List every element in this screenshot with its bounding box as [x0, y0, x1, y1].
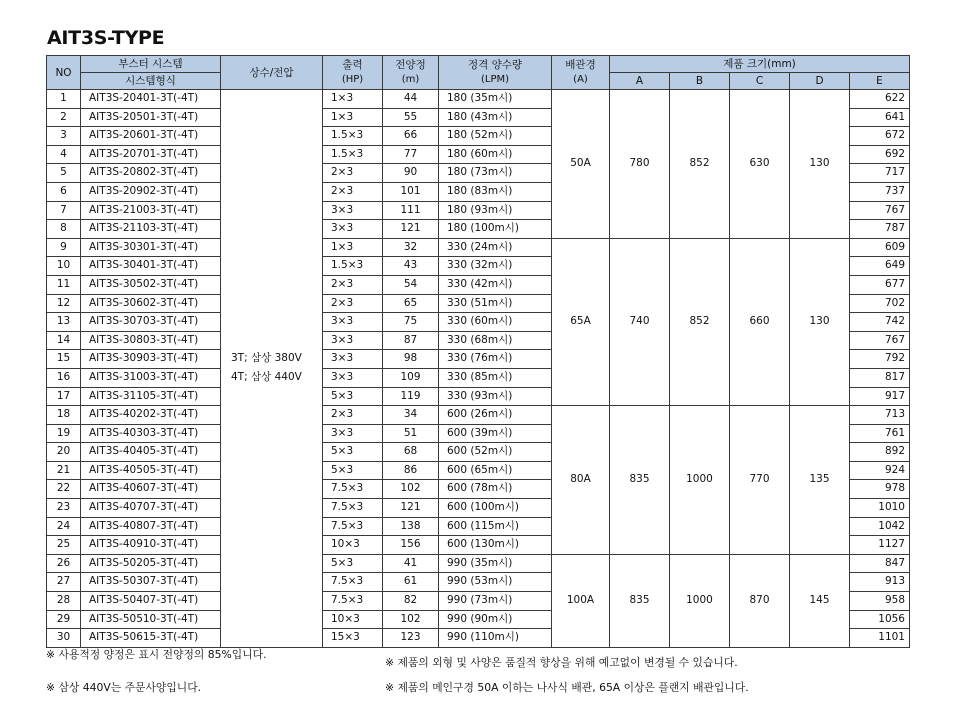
- row-rated-flow: 330 (51m시): [439, 294, 552, 313]
- row-no: 19: [47, 424, 81, 443]
- row-rated-flow: 990 (110m시): [439, 629, 552, 648]
- row-dim-e: 787: [850, 220, 910, 239]
- header-phase-voltage: 상수/전압: [221, 56, 323, 90]
- row-rated-flow: 180 (83m시): [439, 182, 552, 201]
- row-no: 5: [47, 164, 81, 183]
- group-dim-b: 1000: [670, 554, 730, 647]
- row-dim-e: 622: [850, 90, 910, 109]
- row-dim-e: 892: [850, 443, 910, 462]
- row-head: 66: [383, 127, 439, 146]
- row-output: 15×3: [323, 629, 383, 648]
- row-model: AIT3S-30401-3T(-4T): [81, 257, 221, 276]
- header-output: [323, 56, 383, 90]
- row-head: 43: [383, 257, 439, 276]
- row-dim-e: 1127: [850, 536, 910, 555]
- row-model: AIT3S-50307-3T(-4T): [81, 573, 221, 592]
- row-no: 9: [47, 238, 81, 257]
- row-dim-e: 958: [850, 592, 910, 611]
- row-rated-flow: 180 (35m시): [439, 90, 552, 109]
- row-rated-flow: 330 (24m시): [439, 238, 552, 257]
- row-dim-e: 1056: [850, 610, 910, 629]
- header-pipe-dia: [552, 56, 610, 90]
- row-model: AIT3S-30602-3T(-4T): [81, 294, 221, 313]
- row-no: 29: [47, 610, 81, 629]
- row-no: 16: [47, 368, 81, 387]
- row-model: AIT3S-21103-3T(-4T): [81, 220, 221, 239]
- row-head: 119: [383, 387, 439, 406]
- group-dim-a: 835: [610, 406, 670, 555]
- row-output: 1×3: [323, 238, 383, 257]
- row-model: AIT3S-20802-3T(-4T): [81, 164, 221, 183]
- row-model: AIT3S-30703-3T(-4T): [81, 313, 221, 332]
- row-head: 51: [383, 424, 439, 443]
- row-model: AIT3S-50407-3T(-4T): [81, 592, 221, 611]
- row-head: 121: [383, 220, 439, 239]
- row-dim-e: 978: [850, 480, 910, 499]
- row-head: 123: [383, 629, 439, 648]
- row-rated-flow: 600 (26m시): [439, 406, 552, 425]
- spec-table: [46, 55, 910, 648]
- row-head: 41: [383, 554, 439, 573]
- row-dim-e: 692: [850, 145, 910, 164]
- row-rated-flow: 330 (32m시): [439, 257, 552, 276]
- row-no: 4: [47, 145, 81, 164]
- table-row: [47, 554, 910, 573]
- row-rated-flow: 600 (78m시): [439, 480, 552, 499]
- row-dim-e: 649: [850, 257, 910, 276]
- row-dim-e: 924: [850, 461, 910, 480]
- row-rated-flow: 600 (130m시): [439, 536, 552, 555]
- row-output: 10×3: [323, 536, 383, 555]
- row-rated-flow: 600 (39m시): [439, 424, 552, 443]
- row-model: AIT3S-40707-3T(-4T): [81, 499, 221, 518]
- row-no: 13: [47, 313, 81, 332]
- header-booster-system: 부스터 시스템: [81, 56, 221, 73]
- row-output: 10×3: [323, 610, 383, 629]
- row-head: 156: [383, 536, 439, 555]
- row-no: 2: [47, 108, 81, 127]
- row-dim-e: 917: [850, 387, 910, 406]
- row-model: AIT3S-40202-3T(-4T): [81, 406, 221, 425]
- row-output: 2×3: [323, 275, 383, 294]
- row-model: AIT3S-40807-3T(-4T): [81, 517, 221, 536]
- row-dim-e: 792: [850, 350, 910, 369]
- header-dim-b: B: [670, 73, 730, 90]
- row-model: AIT3S-30903-3T(-4T): [81, 350, 221, 369]
- row-rated-flow: 600 (52m시): [439, 443, 552, 462]
- row-output: 1.5×3: [323, 257, 383, 276]
- row-output: 1×3: [323, 90, 383, 109]
- row-dim-e: 713: [850, 406, 910, 425]
- row-dim-e: 913: [850, 573, 910, 592]
- row-model: AIT3S-20501-3T(-4T): [81, 108, 221, 127]
- group-dim-b: 852: [670, 238, 730, 405]
- row-no: 11: [47, 275, 81, 294]
- row-model: AIT3S-40910-3T(-4T): [81, 536, 221, 555]
- row-dim-e: 1010: [850, 499, 910, 518]
- row-no: 10: [47, 257, 81, 276]
- row-output: 7.5×3: [323, 499, 383, 518]
- row-dim-e: 641: [850, 108, 910, 127]
- row-model: AIT3S-50205-3T(-4T): [81, 554, 221, 573]
- row-head: 54: [383, 275, 439, 294]
- row-no: 12: [47, 294, 81, 313]
- group-dim-c: 770: [730, 406, 790, 555]
- row-rated-flow: 330 (85m시): [439, 368, 552, 387]
- row-head: 86: [383, 461, 439, 480]
- header-dim-a: A: [610, 73, 670, 90]
- row-rated-flow: 180 (60m시): [439, 145, 552, 164]
- row-dim-e: 717: [850, 164, 910, 183]
- row-output: 3×3: [323, 331, 383, 350]
- row-output: 5×3: [323, 387, 383, 406]
- row-no: 21: [47, 461, 81, 480]
- phase-voltage-cell: [221, 90, 323, 648]
- row-rated-flow: 330 (68m시): [439, 331, 552, 350]
- row-head: 101: [383, 182, 439, 201]
- row-head: 121: [383, 499, 439, 518]
- row-dim-e: 817: [850, 368, 910, 387]
- row-rated-flow: 990 (90m시): [439, 610, 552, 629]
- row-rated-flow: 990 (73m시): [439, 592, 552, 611]
- header-system-type: 시스템형식: [81, 73, 221, 90]
- row-model: AIT3S-40303-3T(-4T): [81, 424, 221, 443]
- row-dim-e: 609: [850, 238, 910, 257]
- row-rated-flow: 180 (43m시): [439, 108, 552, 127]
- row-dim-e: 1042: [850, 517, 910, 536]
- row-head: 77: [383, 145, 439, 164]
- header-product-size: 제품 크기(mm): [610, 56, 910, 73]
- row-output: 5×3: [323, 554, 383, 573]
- row-output: 2×3: [323, 164, 383, 183]
- note-pipe-connection: ※ 제품의 메인구경 50A 이하는 나사식 배관, 65A 이상은 플랜지 배관입니다.: [385, 681, 749, 694]
- table-row: [47, 238, 910, 257]
- row-head: 90: [383, 164, 439, 183]
- row-no: 7: [47, 201, 81, 220]
- row-dim-e: 1101: [850, 629, 910, 648]
- row-rated-flow: 180 (100m시): [439, 220, 552, 239]
- row-no: 28: [47, 592, 81, 611]
- row-no: 23: [47, 499, 81, 518]
- row-rated-flow: 990 (35m시): [439, 554, 552, 573]
- header-rated-flow: [439, 56, 552, 90]
- row-dim-e: 767: [850, 201, 910, 220]
- row-head: 109: [383, 368, 439, 387]
- row-dim-e: 677: [850, 275, 910, 294]
- row-rated-flow: 600 (100m시): [439, 499, 552, 518]
- row-output: 1.5×3: [323, 127, 383, 146]
- row-dim-e: 761: [850, 424, 910, 443]
- row-no: 27: [47, 573, 81, 592]
- group-dim-d: 145: [790, 554, 850, 647]
- row-head: 55: [383, 108, 439, 127]
- row-head: 61: [383, 573, 439, 592]
- row-dim-e: 737: [850, 182, 910, 201]
- group-pipe-dia: 65A: [552, 238, 610, 405]
- header-head-unit: (m): [401, 74, 420, 85]
- row-rated-flow: 330 (76m시): [439, 350, 552, 369]
- header-dim-d: D: [790, 73, 850, 90]
- group-pipe-dia: 50A: [552, 90, 610, 239]
- row-model: AIT3S-40405-3T(-4T): [81, 443, 221, 462]
- row-model: AIT3S-20401-3T(-4T): [81, 90, 221, 109]
- group-dim-c: 630: [730, 90, 790, 239]
- row-head: 87: [383, 331, 439, 350]
- note-440v-order: ※ 삼상 440V는 주문사양입니다.: [46, 681, 202, 694]
- row-model: AIT3S-20701-3T(-4T): [81, 145, 221, 164]
- row-no: 1: [47, 90, 81, 109]
- header-output-unit: (HP): [341, 74, 364, 85]
- row-dim-e: 702: [850, 294, 910, 313]
- group-pipe-dia: 100A: [552, 554, 610, 647]
- row-head: 68: [383, 443, 439, 462]
- group-dim-a: 780: [610, 90, 670, 239]
- row-no: 3: [47, 127, 81, 146]
- row-head: 44: [383, 90, 439, 109]
- row-head: 32: [383, 238, 439, 257]
- row-model: AIT3S-30301-3T(-4T): [81, 238, 221, 257]
- group-dim-c: 870: [730, 554, 790, 647]
- row-output: 1.5×3: [323, 145, 383, 164]
- row-rated-flow: 600 (65m시): [439, 461, 552, 480]
- row-model: AIT3S-30803-3T(-4T): [81, 331, 221, 350]
- row-dim-e: 767: [850, 331, 910, 350]
- row-output: 7.5×3: [323, 573, 383, 592]
- row-rated-flow: 180 (93m시): [439, 201, 552, 220]
- row-model: AIT3S-20601-3T(-4T): [81, 127, 221, 146]
- header-dim-e: E: [850, 73, 910, 90]
- row-dim-e: 672: [850, 127, 910, 146]
- row-rated-flow: 330 (60m시): [439, 313, 552, 332]
- row-head: 34: [383, 406, 439, 425]
- row-output: 7.5×3: [323, 592, 383, 611]
- header-rated-flow-label: 정격 양수량: [467, 59, 523, 71]
- header-output-label: 출력: [342, 59, 363, 71]
- group-dim-d: 135: [790, 406, 850, 555]
- row-model: AIT3S-40505-3T(-4T): [81, 461, 221, 480]
- note-recommended-head: ※ 사용적정 양정은 표시 전양정의 85%입니다.: [46, 648, 267, 661]
- row-no: 26: [47, 554, 81, 573]
- row-output: 3×3: [323, 201, 383, 220]
- row-no: 6: [47, 182, 81, 201]
- group-pipe-dia: 80A: [552, 406, 610, 555]
- row-output: 2×3: [323, 182, 383, 201]
- header-rated-flow-unit: (LPM): [480, 74, 510, 85]
- group-dim-d: 130: [790, 238, 850, 405]
- spec-table-body: [47, 90, 910, 648]
- row-head: 102: [383, 480, 439, 499]
- row-output: 5×3: [323, 443, 383, 462]
- row-output: 3×3: [323, 424, 383, 443]
- row-model: AIT3S-31105-3T(-4T): [81, 387, 221, 406]
- row-output: 2×3: [323, 294, 383, 313]
- row-no: 20: [47, 443, 81, 462]
- row-no: 8: [47, 220, 81, 239]
- row-rated-flow: 330 (93m시): [439, 387, 552, 406]
- phase-voltage-line1: 3T; 삼상 380V: [231, 352, 302, 365]
- row-head: 75: [383, 313, 439, 332]
- row-output: 3×3: [323, 220, 383, 239]
- row-no: 14: [47, 331, 81, 350]
- header-no: NO: [47, 56, 81, 90]
- row-no: 24: [47, 517, 81, 536]
- row-output: 3×3: [323, 368, 383, 387]
- row-rated-flow: 600 (115m시): [439, 517, 552, 536]
- row-head: 102: [383, 610, 439, 629]
- row-head: 82: [383, 592, 439, 611]
- header-head-label: 전양정: [395, 59, 426, 71]
- note-spec-change: ※ 제품의 외형 및 사양은 품질적 향상을 위해 예고없이 변경될 수 있습니다.: [385, 656, 738, 669]
- row-rated-flow: 330 (42m시): [439, 275, 552, 294]
- row-head: 98: [383, 350, 439, 369]
- page-title: AIT3S-TYPE: [47, 27, 165, 49]
- row-output: 2×3: [323, 406, 383, 425]
- row-rated-flow: 180 (52m시): [439, 127, 552, 146]
- row-head: 138: [383, 517, 439, 536]
- row-head: 65: [383, 294, 439, 313]
- group-dim-a: 740: [610, 238, 670, 405]
- row-no: 18: [47, 406, 81, 425]
- row-no: 22: [47, 480, 81, 499]
- group-dim-d: 130: [790, 90, 850, 239]
- row-head: 111: [383, 201, 439, 220]
- row-no: 17: [47, 387, 81, 406]
- row-model: AIT3S-30502-3T(-4T): [81, 275, 221, 294]
- row-model: AIT3S-20902-3T(-4T): [81, 182, 221, 201]
- table-row: [47, 90, 910, 109]
- row-rated-flow: 180 (73m시): [439, 164, 552, 183]
- row-rated-flow: 990 (53m시): [439, 573, 552, 592]
- row-dim-e: 742: [850, 313, 910, 332]
- table-row: [47, 406, 910, 425]
- group-dim-b: 1000: [670, 406, 730, 555]
- header-dim-c: C: [730, 73, 790, 90]
- phase-voltage-line2: 4T; 삼상 440V: [231, 371, 302, 384]
- row-output: 1×3: [323, 108, 383, 127]
- group-dim-a: 835: [610, 554, 670, 647]
- row-model: AIT3S-50510-3T(-4T): [81, 610, 221, 629]
- row-model: AIT3S-31003-3T(-4T): [81, 368, 221, 387]
- group-dim-c: 660: [730, 238, 790, 405]
- header-pipe-dia-unit: (A): [573, 74, 588, 85]
- row-model: AIT3S-21003-3T(-4T): [81, 201, 221, 220]
- row-no: 30: [47, 629, 81, 648]
- header-head: [383, 56, 439, 90]
- group-dim-b: 852: [670, 90, 730, 239]
- row-output: 3×3: [323, 350, 383, 369]
- row-no: 25: [47, 536, 81, 555]
- row-output: 3×3: [323, 313, 383, 332]
- row-model: AIT3S-50615-3T(-4T): [81, 629, 221, 648]
- row-output: 7.5×3: [323, 517, 383, 536]
- row-output: 7.5×3: [323, 480, 383, 499]
- row-model: AIT3S-40607-3T(-4T): [81, 480, 221, 499]
- row-output: 5×3: [323, 461, 383, 480]
- row-no: 15: [47, 350, 81, 369]
- header-pipe-dia-label: 배관경: [565, 59, 596, 71]
- row-dim-e: 847: [850, 554, 910, 573]
